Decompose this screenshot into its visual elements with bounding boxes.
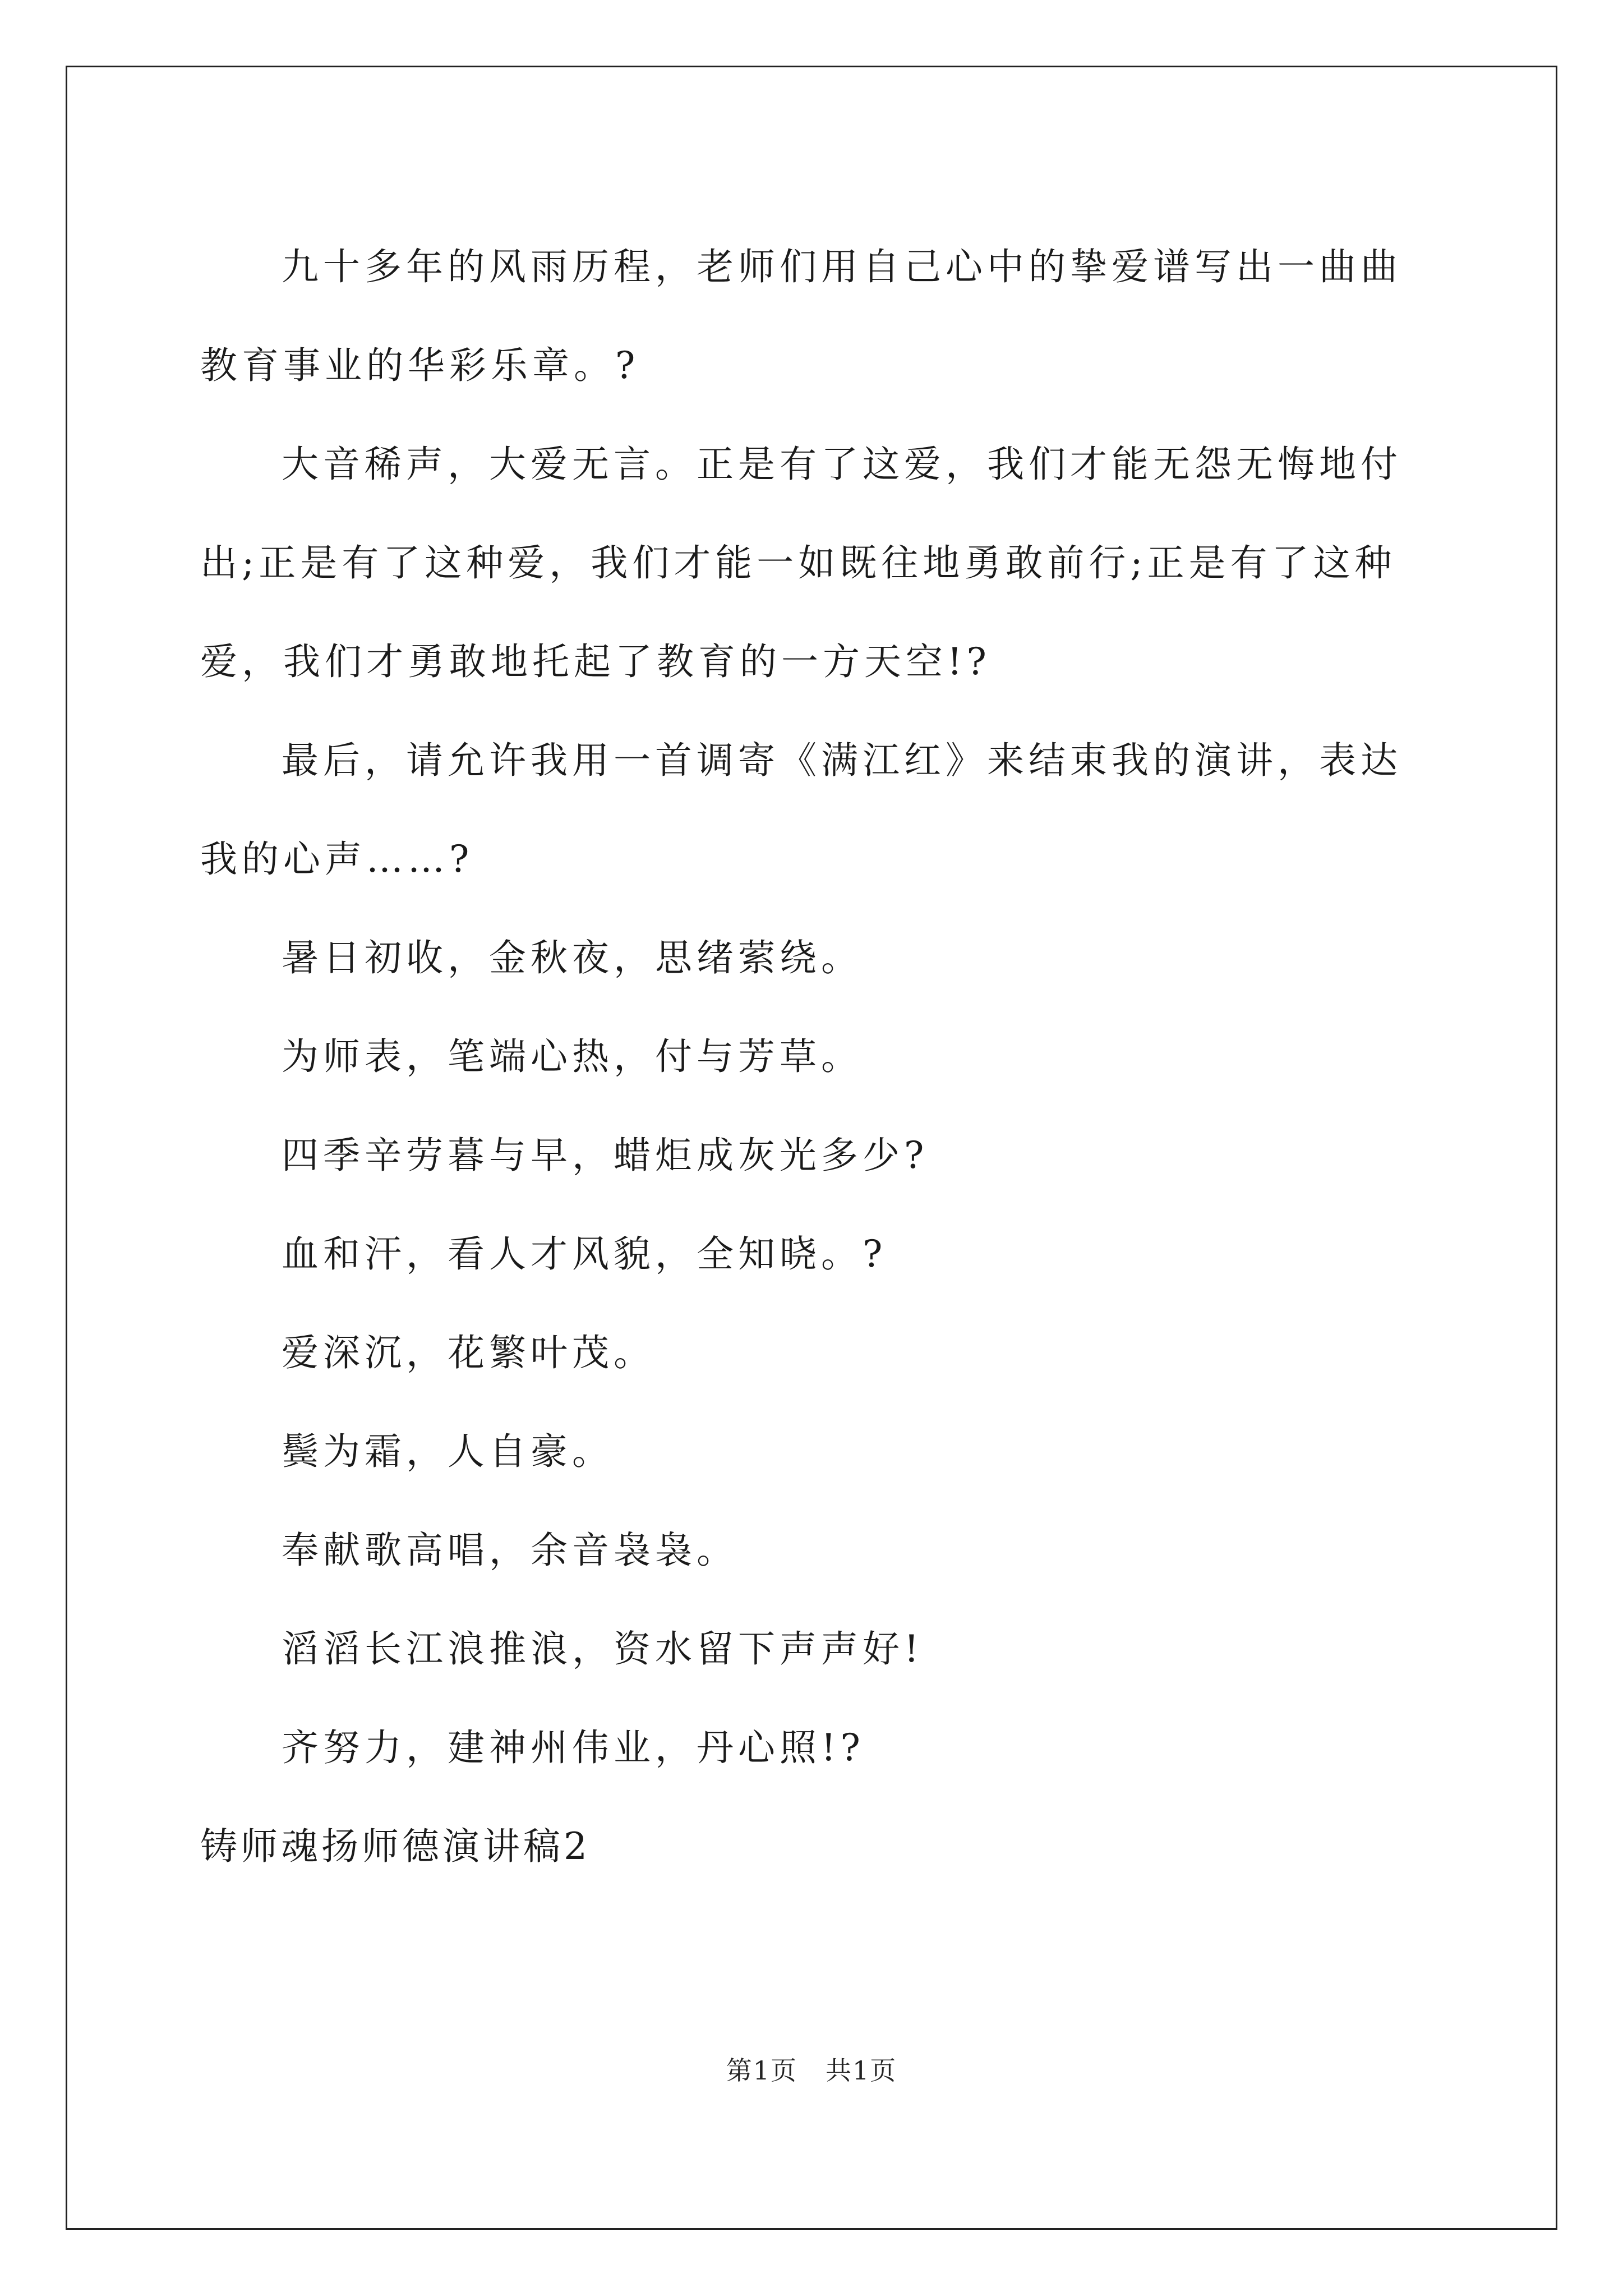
page-footer [0,2050,1623,2087]
verse-line-6: 鬓为霜，人自豪。 [282,1430,614,1473]
paragraph-1: 九十多年的风雨历程，老师们用自己心中的挚爱谱写出一曲曲教育事业的华彩乐章。? [200,245,1402,387]
verse-line-8: 滔滔长江浪推浪，资水留下声声好! [282,1627,924,1671]
verse-line-1: 暑日初收，金秋夜，思绪萦绕。 [282,936,863,979]
verse-line-3: 四季辛劳暮与早，蜡炬成灰光多少? [282,1134,929,1177]
paragraph-3: 最后，请允许我用一首调寄《满江红》来结束我的演讲，表达我的心声……? [200,739,1402,881]
section-heading: 铸师魂扬师德演讲稿2 [200,1825,591,1868]
verse-line-4: 血和汗，看人才风貌，全知晓。? [282,1232,887,1276]
verse-line-2: 为师表，笔端心热，付与芳草。 [282,1035,863,1078]
page-number: 第1页 [726,2055,798,2086]
paragraph-2: 大音稀声，大爱无言。正是有了这爱，我们才能无怨无悔地付出;正是有了这种爱，我们才能一如既往地勇敢前行;正是有了这种爱，我们才勇敢地托起了教育的一方天空!? [200,443,1402,683]
verse-line-5: 爱深沉，花繁叶茂。 [282,1331,655,1374]
verse-line-9: 齐努力，建神州伟业，丹心照!? [282,1726,865,1769]
page-total: 共1页 [825,2055,897,2086]
footer-separator [797,2055,826,2086]
verse-line-7: 奉献歌高唱，余音袅袅。 [282,1529,738,1572]
document-body [200,218,1434,1896]
